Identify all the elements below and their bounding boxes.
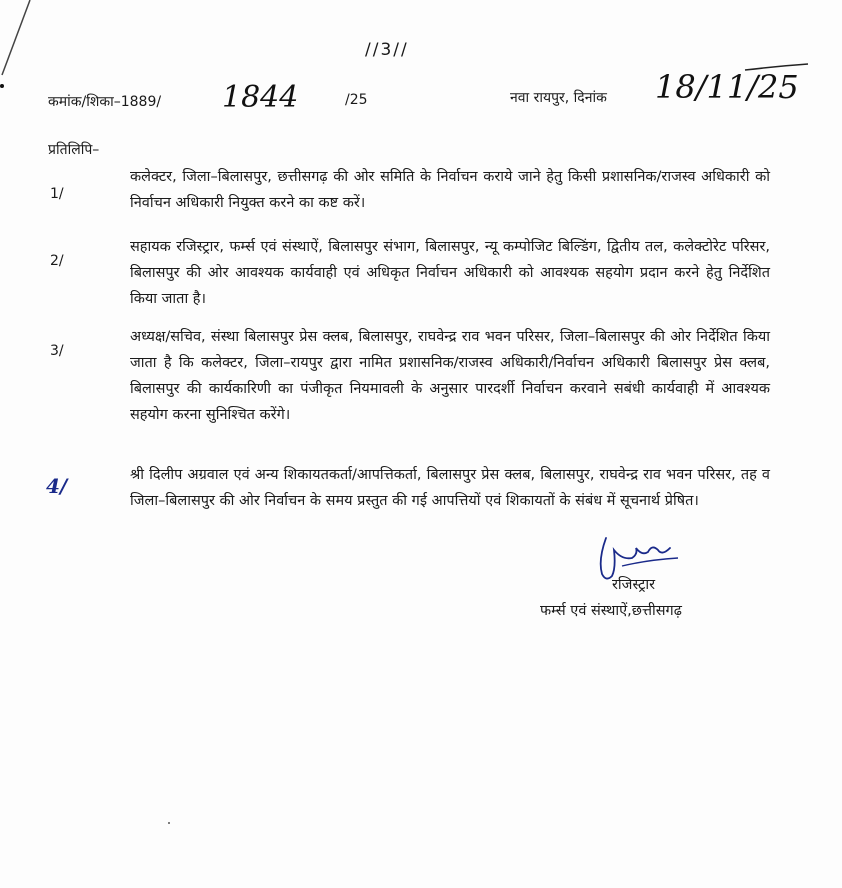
signatory-department: फर्म्स एवं संस्थाऐं,छत्तीसगढ़ bbox=[540, 603, 682, 619]
reference-year: /25 bbox=[345, 92, 368, 108]
item-text-1: कलेक्टर, जिला–बिलासपुर, छत्तीसगढ़ की ओर समिति के निर्वाचन कराये जाने हेतु किसी प्रशासनिक/राजस्व अधिकारी को निर्वाचन अधिकारी नियुक्त करने का कष्ट करें। bbox=[130, 169, 770, 211]
item-number-4: 4/ bbox=[46, 474, 68, 498]
handwritten-reference-number: 1844 bbox=[222, 80, 299, 115]
place-date-label: नवा रायपुर, दिनांक bbox=[510, 90, 607, 106]
page-fold-line bbox=[0, 0, 40, 90]
item-number-2: 2/ bbox=[50, 253, 64, 269]
item-text-2: सहायक रजिस्ट्रार, फर्म्स एवं संस्थाऐं, बिलासपुर संभाग, बिलासपुर, न्यू कम्पोजिट बिल्डिंग, द्वितीय तल, कलेक्टोरेट परिसर, बिलासपुर की ओर आवश्यक कार्यवाही एवं अधिकृत निर्वाचन अधिकारी को आवश्यक सहयोग प्रदान करने हेतु निर्देशित किया जाता है। bbox=[130, 239, 770, 307]
item-number-3: 3/ bbox=[50, 343, 64, 359]
item-text-4: श्री दिलीप अग्रवाल एवं अन्य शिकायतकर्ता/आपत्तिकर्ता, बिलासपुर प्रेस क्लब, बिलासपुर, राघवेन्द्र राव भवन परिसर, तह व जिला–बिलासपुर की ओर निर्वाचन के समय प्रस्तुत की गई आपत्तियों एवं शिकायतों के संबंध में सूचनार्थ प्रेषित। bbox=[130, 467, 770, 509]
page-number: //3// bbox=[365, 40, 409, 60]
item-text-3: अध्यक्ष/सचिव, संस्था बिलासपुर प्रेस क्लब, बिलासपुर, राघवेन्द्र राव भवन परिसर, जिला–बिलासपुर की ओर निर्देशित किया जाता है कि कलेक्टर, जिला–रायपुर द्वारा नामित प्रशासनिक/राजस्व अधिकारी/निर्वाचन अधिकारी बिलासपुर प्रेस क्लब, बिलासपुर की कार्यकारिणी का पंजीकृत नियमावली के अनुसार पारदर्शी निर्वाचन करवाने सबंधी कार्यवाही में आवश्यक सहयोग करना सुनिश्चित करेंगे। bbox=[130, 329, 770, 423]
signatory-title: रजिस्ट्रार bbox=[612, 577, 656, 593]
item-number-1: 1/ bbox=[50, 186, 64, 202]
reference-label: कमांक/शिका–1889/ bbox=[48, 94, 162, 110]
handwritten-date: 18/11/25 bbox=[655, 68, 799, 106]
copy-heading: प्रतिलिपि– bbox=[48, 142, 100, 158]
paper-speck bbox=[168, 822, 170, 824]
